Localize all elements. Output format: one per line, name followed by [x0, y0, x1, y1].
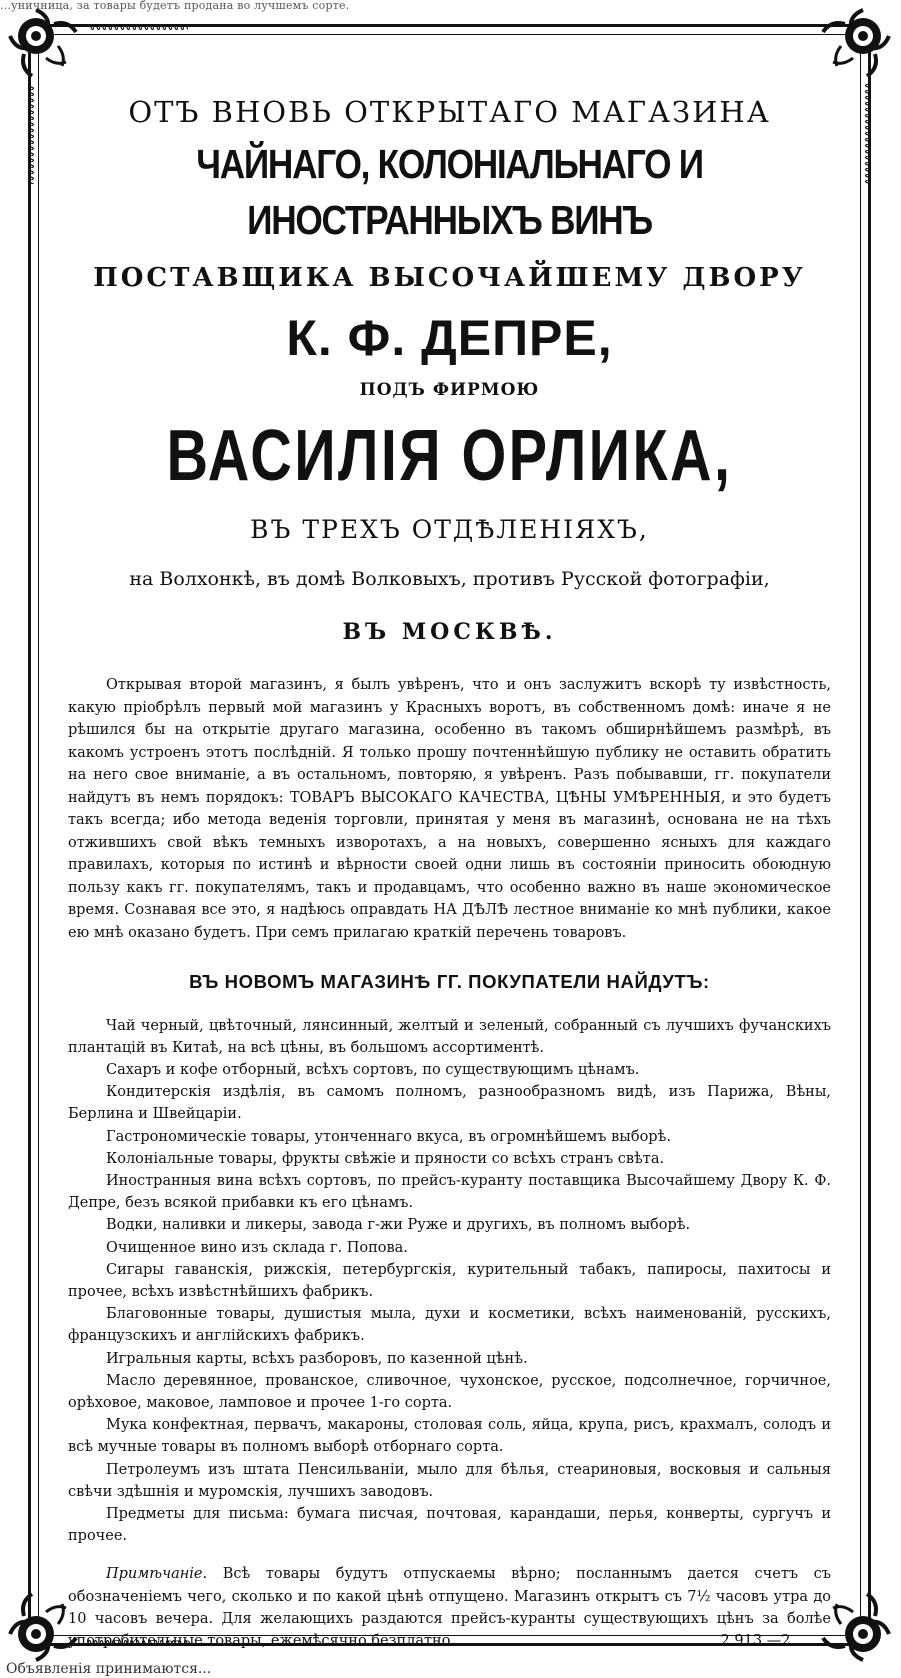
heading-line-9: ВЪ МОСКВѢ.: [342, 619, 557, 645]
heading-line-6: ВАСИЛІЯ ОРЛИКА,: [166, 416, 733, 496]
list-item: Кондитерскія издѣлія, въ самомъ полномъ, разнообразномъ видѣ, изъ Парижа, Вѣны, Берлина и Швейцаріи.: [68, 1084, 831, 1123]
heading-line-7: ВЪ ТРЕХЪ ОТДѢЛЕНІЯХЪ,: [250, 515, 649, 544]
list-item: Петролеумъ изъ штата Пенсильваніи, мыло для бѣлья, стеариновыя, восковыя и сальныя свѣчи здѣшнія и муромскія, лучшихъ заводовъ.: [68, 1461, 831, 1500]
note-label: Примѣчаніе.: [106, 1566, 208, 1583]
list-item: Масло деревянное, прованское, сливочное, чухонское, русское, подсолнечное, горчичное, орѣховое, маковое, ламповое и прочее 1-го сорта.: [68, 1372, 831, 1411]
list-item: Водки, наливки и ликеры, завода г-жи Руже и другихъ, въ полномъ выборѣ.: [106, 1217, 691, 1234]
corner-ornament-icon: [6, 6, 80, 80]
goods-subheading: ВЪ НОВОМЪ МАГАЗИНѢ ГГ. ПОКУПАТЕЛИ НАЙДУТЪ:: [189, 971, 710, 992]
top-strip-text: ...уничница, за товары будетъ продана во лучшемъ сорте.: [0, 0, 350, 12]
list-item: Благовонные товары, душистыя мыла, духи и косметики, всѣхъ наименованій, русскихъ, французскихъ и англійскихъ фабрикъ.: [68, 1306, 831, 1345]
advertisement-body: [68, 84, 831, 1667]
list-item: Игральныя карты, всѣхъ разборовъ, по казенной цѣнѣ.: [106, 1350, 528, 1367]
list-item: Мука конфектная, первачъ, макароны, столовая соль, яйца, крупа, рисъ, крахмалъ, солодъ и всѣ мучные товары въ полномъ выборѣ отборнаго сорта.: [68, 1417, 831, 1456]
heading-line-2: ЧАЙНАГО, КОЛОНІАЛЬНАГО И ИНОСТРАННЫХЪ ВИНЪ: [196, 141, 703, 243]
frame-rail-left: [26, 84, 36, 184]
ad-code: 2.913.—2.: [720, 1632, 795, 1649]
note-paragraph: [68, 1563, 831, 1652]
list-item: Сахаръ и кофе отборный, всѣхъ сортовъ, по существующимъ цѣнамъ.: [106, 1061, 640, 1078]
corner-ornament-icon: [819, 6, 893, 80]
list-item: Гастрономическіе товары, утонченнаго вкуса, въ огромнѣйшемъ выборѣ.: [106, 1128, 671, 1145]
frame-rail-right: [863, 84, 873, 184]
list-item: Сигары гаванскія, рижскія, петербургскія, курительный табакъ, папиросы, пахитосы и прочее, всѣхъ извѣстнѣйшихъ фабрикъ.: [68, 1261, 831, 1300]
intro-paragraph: Открывая второй магазинъ, я былъ увѣренъ, что и онъ заслужитъ вскорѣ ту извѣстность, какую пріобрѣлъ первый мой магазинъ у Красныхъ воротъ, въ собственномъ домѣ: иначе я не рѣшился бы на открытіе другаго магазина, особенно въ такомъ обширнѣйшемъ размѣрѣ, въ какомъ устроенъ этотъ послѣдній. Я только прошу почтеннѣйшую публику не оставить обратить на него свое вниманіе, а въ остальномъ, повторяю, я увѣренъ. Разъ побывавши, гг. покупатели найдутъ въ немъ порядокъ: ТОВАРЪ ВЫСОКАГО КАЧЕСТВА, ЦѢНЫ УМѢРЕННЫЯ, и это будетъ такъ всегда; ибо метода веденія торговли, принятая у меня въ магазинѣ, основана не на тѣхъ отжившихъ свой вѣкъ темныхъ изворотахъ, а на новыхъ, совершенно ясныхъ для каждаго правилахъ, которыя по истинѣ и вѣрности своей одни лишь въ состояніи приносить обоюдную пользу какъ гг. покупателямъ, такъ и продавцамъ, что особенно важно въ наше экономическое время. Сознавая все это, я надѣюсь оправдать НА ДѢЛѢ лестное вниманіе ко мнѣ публики, какое ею мнѣ оказано будетъ. При семъ прилагаю краткій перечень товаровъ.: [68, 677, 831, 941]
ornamental-frame: [28, 24, 871, 1649]
frame-rail-top: [88, 22, 188, 32]
bottom-strip-text: Объявленія принимаются...: [6, 1661, 212, 1677]
heading-line-5: ПОДЪ ФИРМОЮ: [359, 380, 540, 400]
list-item: Иностранныя вина всѣхъ сортовъ, по прейсъ-куранту поставщика Высочайшему Двору К. Ф. Депре, безъ всякой прибавки къ его цѣнамъ.: [68, 1172, 831, 1212]
heading-line-8: на Волхонкѣ, въ домѣ Волковыхъ, противъ Русской фотографіи,: [129, 568, 770, 590]
heading-line-4: К. Ф. ДЕПРЕ,: [286, 310, 613, 366]
list-item: Очищенное вино изъ склада г. Попова.: [106, 1239, 408, 1256]
heading-line-3: ПОСТАВЩИКА ВЫСОЧАЙШЕМУ ДВОРУ: [93, 263, 806, 293]
heading-line-1: ОТЪ ВНОВЬ ОТКРЫТАГО МАГАЗИНА: [128, 95, 771, 129]
list-item: Предметы для письма: бумага писчая, почтовая, карандаши, перья, конверты, сургучъ и прочее.: [68, 1505, 831, 1545]
note-text: Всѣ товары будутъ отпускаемы вѣрно; посланнымъ дается счетъ съ обозначеніемъ чего, сколько и по какой цѣнѣ отпущено. Магазинъ открытъ съ 7½ часовъ утра до 10 часовъ вечера. Для желающихъ раздаются прейсъ-куранты существующихъ цѣнъ за болѣе употребительные товары, ежемѣсячно безплатно.: [68, 1566, 831, 1649]
list-item: Чай черный, цвѣточный, лянсинный, желтый и зеленый, собранный съ лучшихъ фучанскихъ плантацій въ Китаѣ, на всѣ цѣны, въ большомъ ассортиментѣ.: [68, 1017, 831, 1056]
list-item: Колоніальные товары, фрукты свѣжіе и пряности со всѣхъ странъ свѣта.: [106, 1150, 665, 1167]
goods-list: [68, 1015, 831, 1548]
